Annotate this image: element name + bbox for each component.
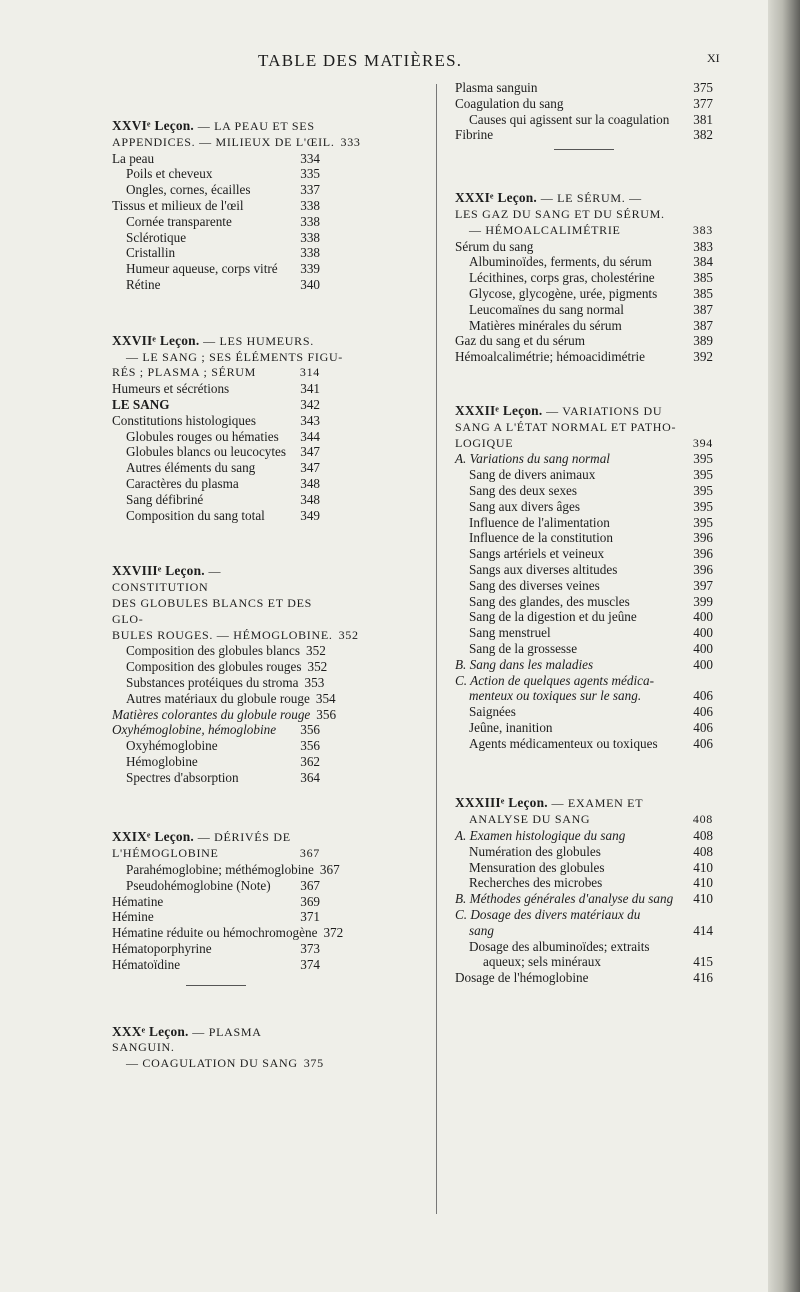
toc-entry <box>112 894 320 910</box>
page-ref: 348 <box>300 491 320 507</box>
entry-text: Sang menstruel <box>469 625 551 641</box>
toc-entry <box>455 239 713 255</box>
entry-text: Jeûne, inanition <box>469 719 553 735</box>
entry-text: Composition des globules rouges <box>126 659 302 675</box>
entry-text: Sang aux divers âges <box>469 498 580 514</box>
page-ref: 384 <box>693 254 713 270</box>
toc-entry <box>455 704 713 720</box>
toc-entry <box>455 828 713 844</box>
toc-entry <box>455 641 713 657</box>
page-ref: 383 <box>692 222 713 237</box>
page-ref: 410 <box>693 891 713 907</box>
entry-text: Caractères du plasma <box>126 475 239 491</box>
entry-text: Sangs artériels et veineux <box>469 546 605 562</box>
lecon-27 <box>112 332 344 524</box>
toc-entry <box>112 722 320 738</box>
entry-text: Coagulation du sang <box>455 95 564 111</box>
lecon-heading: XXXIIᵉ Leçon. — VARIATIONS DU <box>455 402 663 418</box>
page-header <box>0 51 768 71</box>
separator <box>554 149 614 150</box>
lecon-word: Leçon. <box>154 118 194 133</box>
toc-entry <box>112 214 320 230</box>
toc-entry <box>112 941 320 957</box>
page-ref: 396 <box>693 561 713 577</box>
entry-text: La peau <box>112 150 155 166</box>
entry-text: Sang des diverses veines <box>469 577 600 593</box>
page-ref: 364 <box>300 769 320 785</box>
lecon-heading: XXXIᵉ Leçon. — LE SÉRUM. — <box>455 190 642 206</box>
toc-entry <box>112 245 320 261</box>
page-ref: 373 <box>300 941 320 957</box>
page-ref: 343 <box>300 412 320 428</box>
separator <box>186 985 246 986</box>
entry-text: Plasma sanguin <box>455 80 538 95</box>
entry-text: Influence de l'alimentation <box>469 514 610 530</box>
toc-entry <box>455 844 713 860</box>
entry-list <box>455 704 713 751</box>
toc-entry <box>112 198 320 214</box>
toc-entry <box>112 909 320 925</box>
toc-entry <box>112 690 336 707</box>
page-ref: 347 <box>300 460 320 476</box>
entry-text: Globules blancs ou leucocytes <box>126 444 287 460</box>
lecon-number: XXVIᵉ <box>112 118 151 133</box>
page-ref: 335 <box>300 166 320 182</box>
entry-list <box>455 239 713 365</box>
entry-text: Saignées <box>469 704 516 720</box>
entry-text: Sang de la grossesse <box>469 640 578 656</box>
lecon-title-line: L'HÉMOGLOBINE 367 <box>112 846 320 861</box>
toc-entry <box>455 302 713 318</box>
lecon-33 <box>455 795 713 986</box>
page-ref: 371 <box>300 909 320 925</box>
toc-entry <box>112 643 326 659</box>
column-divider <box>436 84 437 1214</box>
toc-entry <box>112 878 320 894</box>
entry-text: Autres éléments du sang <box>126 460 256 476</box>
lecon-title-line: RÉS ; PLASMA ; SÉRUM 314 <box>112 365 320 380</box>
lecon-title-line: APPENDICES. — MILIEUX DE L'ŒIL. 333 <box>112 134 361 149</box>
page-ref: 387 <box>693 301 713 317</box>
toc-entry <box>455 562 713 578</box>
entry-list <box>455 451 713 672</box>
page-ref: 408 <box>693 843 713 859</box>
lecon-heading: XXIXᵉ Leçon. — DÉRIVÉS DE <box>112 829 291 845</box>
entry-text: Hémoglobine <box>126 753 198 769</box>
toc-entry <box>455 483 713 499</box>
entry-text: Autres matériaux du globule rouge <box>126 690 310 706</box>
page-ref: 406 <box>693 719 713 735</box>
page-ref: 314 <box>299 365 320 380</box>
toc-entry <box>455 736 713 752</box>
lecon-title-line: LES GAZ DU SANG ET DU SÉRUM. <box>455 206 665 221</box>
toc-entry <box>112 957 320 973</box>
entry-text: Spectres d'absorption <box>126 769 239 785</box>
entry-text: Oxyhémoglobine <box>126 738 218 754</box>
lecon-heading <box>112 118 320 135</box>
page-ref: 385 <box>693 270 713 286</box>
entry-text: A. Variations du sang normal <box>455 451 610 467</box>
toc-entry <box>455 80 713 96</box>
page-ref: 382 <box>693 127 713 143</box>
entry-text: Globules rouges ou hématies <box>126 428 279 444</box>
entry-text: Sangs aux diverses altitudes <box>469 561 618 577</box>
toc-entry <box>455 609 713 625</box>
page-ref: 400 <box>693 609 713 625</box>
page-ref: 400 <box>693 625 713 641</box>
entry-text: Hémine <box>112 909 154 925</box>
page-ref: 395 <box>693 482 713 498</box>
lecon-title-line: — LE SANG ; SES ÉLÉMENTS FIGU- <box>126 349 344 364</box>
toc-entry <box>112 230 320 246</box>
toc-entry <box>112 492 320 508</box>
page-ref: 410 <box>693 875 713 891</box>
page-ref: 372 <box>323 925 344 941</box>
entry-text: Sang défibriné <box>126 491 204 507</box>
page-ref: 338 <box>300 229 320 245</box>
page-ref: 334 <box>300 150 320 166</box>
lecon-heading: XXXᵉ Leçon. — PLASMA SANGUIN. <box>112 1023 261 1055</box>
lecon-26 <box>112 118 361 293</box>
page-ref: 362 <box>300 753 320 769</box>
page-ref: 414 <box>693 922 713 938</box>
lecon-28 <box>112 563 359 785</box>
entry-text: Sang de divers animaux <box>469 467 596 483</box>
entry-text: Gaz du sang et du sérum <box>455 333 586 349</box>
toc-entry <box>455 254 713 270</box>
toc-entry <box>112 381 320 397</box>
page-ref: 387 <box>693 317 713 333</box>
page-ref: 340 <box>300 276 320 292</box>
entry-text: Substances protéiques du stroma <box>126 674 299 690</box>
entry-text: Leucomaïnes du sang normal <box>469 301 624 317</box>
page-ref: 375 <box>693 80 713 95</box>
page-ref: 395 <box>693 514 713 530</box>
page-ref: 400 <box>693 656 713 672</box>
entry-text: Sclérotique <box>126 229 187 245</box>
lecon-29 <box>112 829 344 972</box>
entry-text: Causes qui agissent sur la coagulation <box>469 111 670 127</box>
entry-text: Hémoalcalimétrie; hémoacidimétrie <box>455 349 646 365</box>
page-ref: 338 <box>300 213 320 229</box>
page-ref: 352 <box>306 643 326 659</box>
page-ref: 342 <box>300 396 320 412</box>
page-ref: 352 <box>307 659 328 675</box>
page-ref: 344 <box>300 428 320 444</box>
toc-entry <box>112 413 320 429</box>
toc-entry <box>112 397 320 413</box>
page-ref: 396 <box>693 546 713 562</box>
entry-text: Constitutions histologiques <box>112 412 256 428</box>
page-ref: 369 <box>300 893 320 909</box>
entry-text: Hématoïdine <box>112 956 181 972</box>
page-ref: 337 <box>300 182 320 198</box>
entry-text: Humeurs et sécrétions <box>112 381 230 397</box>
entry-text: Hématine <box>112 893 164 909</box>
lecon-title-line: BULES ROUGES. — HÉMOGLOBINE. 352 <box>112 627 359 642</box>
page-ref: 396 <box>693 530 713 546</box>
toc-entry <box>455 127 713 143</box>
page-ref: 339 <box>300 261 320 277</box>
entry-text: Parahémoglobine; méthémoglobine <box>126 862 314 878</box>
lecon-heading: XXXIIIᵉ Leçon. — EXAMEN ET <box>455 795 644 811</box>
toc-entry <box>112 476 320 492</box>
entry-text: Sang de la digestion et du jeûne <box>469 609 637 625</box>
page-ref: 389 <box>693 333 713 349</box>
left-column <box>112 118 361 1072</box>
page-ref: 374 <box>300 956 320 972</box>
entry-text: Hématine réduite ou hémochromogène <box>112 925 318 941</box>
entry-text: Ongles, cornes, écailles <box>126 182 251 198</box>
lecon-heading: XXVIIᵉ Leçon. — LES HUMEURS. <box>112 332 314 348</box>
entry-text: Sang des deux sexes <box>469 482 578 498</box>
toc-entry <box>455 96 713 112</box>
entry-text: Lécithines, corps gras, cholestérine <box>469 270 655 286</box>
page-edge <box>768 0 800 1292</box>
toc-entry <box>112 508 320 524</box>
toc-entry <box>112 182 320 198</box>
page-ref: 333 <box>340 134 361 149</box>
page-number: XI <box>707 51 720 65</box>
page-ref: 356 <box>300 722 320 738</box>
page-ref: 383 <box>693 238 713 254</box>
right-column <box>455 80 713 986</box>
page-ref: 348 <box>300 475 320 491</box>
entry-text: LE SANG <box>112 396 170 412</box>
entry-list <box>112 381 320 523</box>
page-ref: 375 <box>303 1056 324 1071</box>
lecon-32 <box>455 403 713 752</box>
toc-entry <box>112 151 320 167</box>
subsection-heading: C. Dosage des divers matériaux du <box>455 907 641 923</box>
page-ref: 395 <box>693 467 713 483</box>
toc-entry <box>455 625 713 641</box>
toc-entry <box>455 657 713 673</box>
toc-entry <box>455 451 713 467</box>
toc-entry <box>112 770 320 786</box>
page-ref: 408 <box>692 812 713 827</box>
entry-text: Humeur aqueuse, corps vitré <box>126 261 278 277</box>
lecon-title-line: — COAGULATION DU SANG 375 <box>126 1056 324 1071</box>
page-ref: 392 <box>693 349 713 365</box>
entry-text: Glycose, glycogène, urée, pigments <box>469 285 658 301</box>
page-ref: 395 <box>693 451 713 467</box>
lecon-title-line: SANG A L'ÉTAT NORMAL ET PATHO- <box>455 419 677 434</box>
entry-text: Poils et cheveux <box>126 166 213 182</box>
toc-entry <box>455 530 713 546</box>
entry-text: Dosage des albuminoïdes; extraits <box>469 938 650 954</box>
entry-list <box>112 862 344 973</box>
page-ref: 349 <box>300 507 320 523</box>
lecon-title: — LA PEAU ET SES <box>197 119 315 133</box>
entry-text: Agents médicamenteux ou toxiques <box>469 735 658 751</box>
entry-text: Tissus et milieux de l'œil <box>112 197 244 213</box>
page-ref: 356 <box>300 738 320 754</box>
page-ref: 415 <box>693 954 713 970</box>
entry-text: Fibrine <box>455 127 494 143</box>
toc-entry <box>112 261 320 277</box>
page-ref: 416 <box>693 970 713 986</box>
entry-text: Cornée transparente <box>126 213 232 229</box>
page-ref: 367 <box>300 877 320 893</box>
entry-list <box>112 643 337 785</box>
subsection-heading: sang 414 <box>469 922 713 938</box>
toc-entry <box>112 444 320 460</box>
entry-text: Rétine <box>126 276 161 292</box>
toc-entry <box>112 674 325 691</box>
toc-entry <box>455 318 713 334</box>
toc-entry <box>112 738 320 754</box>
toc-entry <box>112 460 320 476</box>
page-ref: 352 <box>338 627 359 642</box>
entry-list <box>112 151 320 293</box>
toc-entry <box>455 720 713 736</box>
entry-text: Influence de la constitution <box>469 530 613 546</box>
entry-text: Matières minérales du sérum <box>469 317 622 333</box>
page-ref: 399 <box>693 593 713 609</box>
toc-entry <box>455 891 713 907</box>
lecon-title-line: DES GLOBULES BLANCS ET DES GLO- <box>112 595 312 626</box>
toc-entry <box>455 875 713 891</box>
toc-entry <box>455 349 713 365</box>
page-ref: 338 <box>300 197 320 213</box>
toc-entry: Dosage de l'hémoglobine 416 <box>455 970 713 986</box>
lecon-title-line: — HÉMOALCALIMÉTRIE 383 <box>469 222 713 237</box>
toc-entry <box>112 925 344 941</box>
page-ref: 341 <box>300 381 320 397</box>
toc-entry <box>112 166 320 182</box>
lecon-30 <box>112 1023 324 1072</box>
page-ref: 338 <box>300 245 320 261</box>
entry-text: Recherches des microbes <box>469 875 603 891</box>
subsection-heading: menteux ou toxiques sur le sang. 406 <box>469 688 713 704</box>
lecon-31 <box>455 190 713 365</box>
page-ref: 377 <box>693 95 713 111</box>
toc-entry: aqueux; sels minéraux 415 <box>483 954 713 970</box>
toc-entry <box>455 270 713 286</box>
page-ref: 385 <box>693 285 713 301</box>
toc-entry <box>455 860 713 876</box>
toc-entry <box>455 515 713 531</box>
page-ref: 406 <box>693 688 713 704</box>
toc-entry <box>455 546 713 562</box>
entry-list <box>455 828 713 907</box>
page-ref: 406 <box>693 704 713 720</box>
page-ref: 395 <box>693 498 713 514</box>
lecon-title-line: LOGIQUE 394 <box>455 435 713 450</box>
page-ref: 367 <box>319 862 340 878</box>
page-ref: 356 <box>316 706 337 722</box>
entry-text: Matières colorantes du globule rouge <box>112 706 311 722</box>
page-ref: 397 <box>693 577 713 593</box>
entry-text: A. Examen histologique du sang <box>455 828 626 844</box>
entry-text: Sang des glandes, des muscles <box>469 593 630 609</box>
subsection-heading: C. Action de quelques agents médica- <box>455 672 654 688</box>
page-ref: 394 <box>692 435 713 450</box>
running-title: TABLE DES MATIÈRES. <box>258 51 463 70</box>
toc-entry <box>455 286 713 302</box>
page-ref: 381 <box>693 111 713 127</box>
entry-list <box>455 80 713 143</box>
entry-text: Cristallin <box>126 245 176 261</box>
toc-entry <box>112 277 320 293</box>
page-ref: 400 <box>693 640 713 656</box>
entry-text: B. Méthodes générales d'analyse du sang <box>455 891 674 907</box>
entry-text: Pseudohémoglobine (Note) <box>126 877 271 893</box>
entry-text: Composition du sang total <box>126 507 265 523</box>
toc-entry <box>455 578 713 594</box>
page-ref: 347 <box>300 444 320 460</box>
entry-text: Oxyhémoglobine, hémoglobine <box>112 722 277 738</box>
toc-entry <box>112 862 340 878</box>
entry-text: Numération des globules <box>469 843 601 859</box>
toc-entry <box>112 429 320 445</box>
lecon-title-line: ANALYSE DU SANG 408 <box>469 812 713 827</box>
entry-text: Mensuration des globules <box>469 859 605 875</box>
toc-entry <box>455 467 713 483</box>
entry-text: Composition des globules blancs <box>126 643 300 659</box>
toc-entry <box>455 333 713 349</box>
page-ref: 367 <box>299 846 320 861</box>
page-ref: 354 <box>315 690 336 706</box>
entry-text: Sérum du sang <box>455 238 534 254</box>
toc-entry <box>455 112 713 128</box>
lecon-heading: XXVIIIᵉ Leçon. — CONSTITUTION <box>112 563 222 595</box>
page-ref: 408 <box>693 828 713 844</box>
toc-entry <box>112 754 320 770</box>
toc-entry <box>455 594 713 610</box>
page-ref: 406 <box>693 735 713 751</box>
page-ref: 353 <box>304 674 325 690</box>
entry-text: Albuminoïdes, ferments, du sérum <box>469 254 652 270</box>
page-ref: 410 <box>693 859 713 875</box>
entry-text: B. Sang dans les maladies <box>455 656 594 672</box>
toc-entry <box>112 659 328 675</box>
entry-text: Hématoporphyrine <box>112 941 212 957</box>
toc-entry <box>112 706 337 723</box>
toc-entry <box>455 499 713 515</box>
